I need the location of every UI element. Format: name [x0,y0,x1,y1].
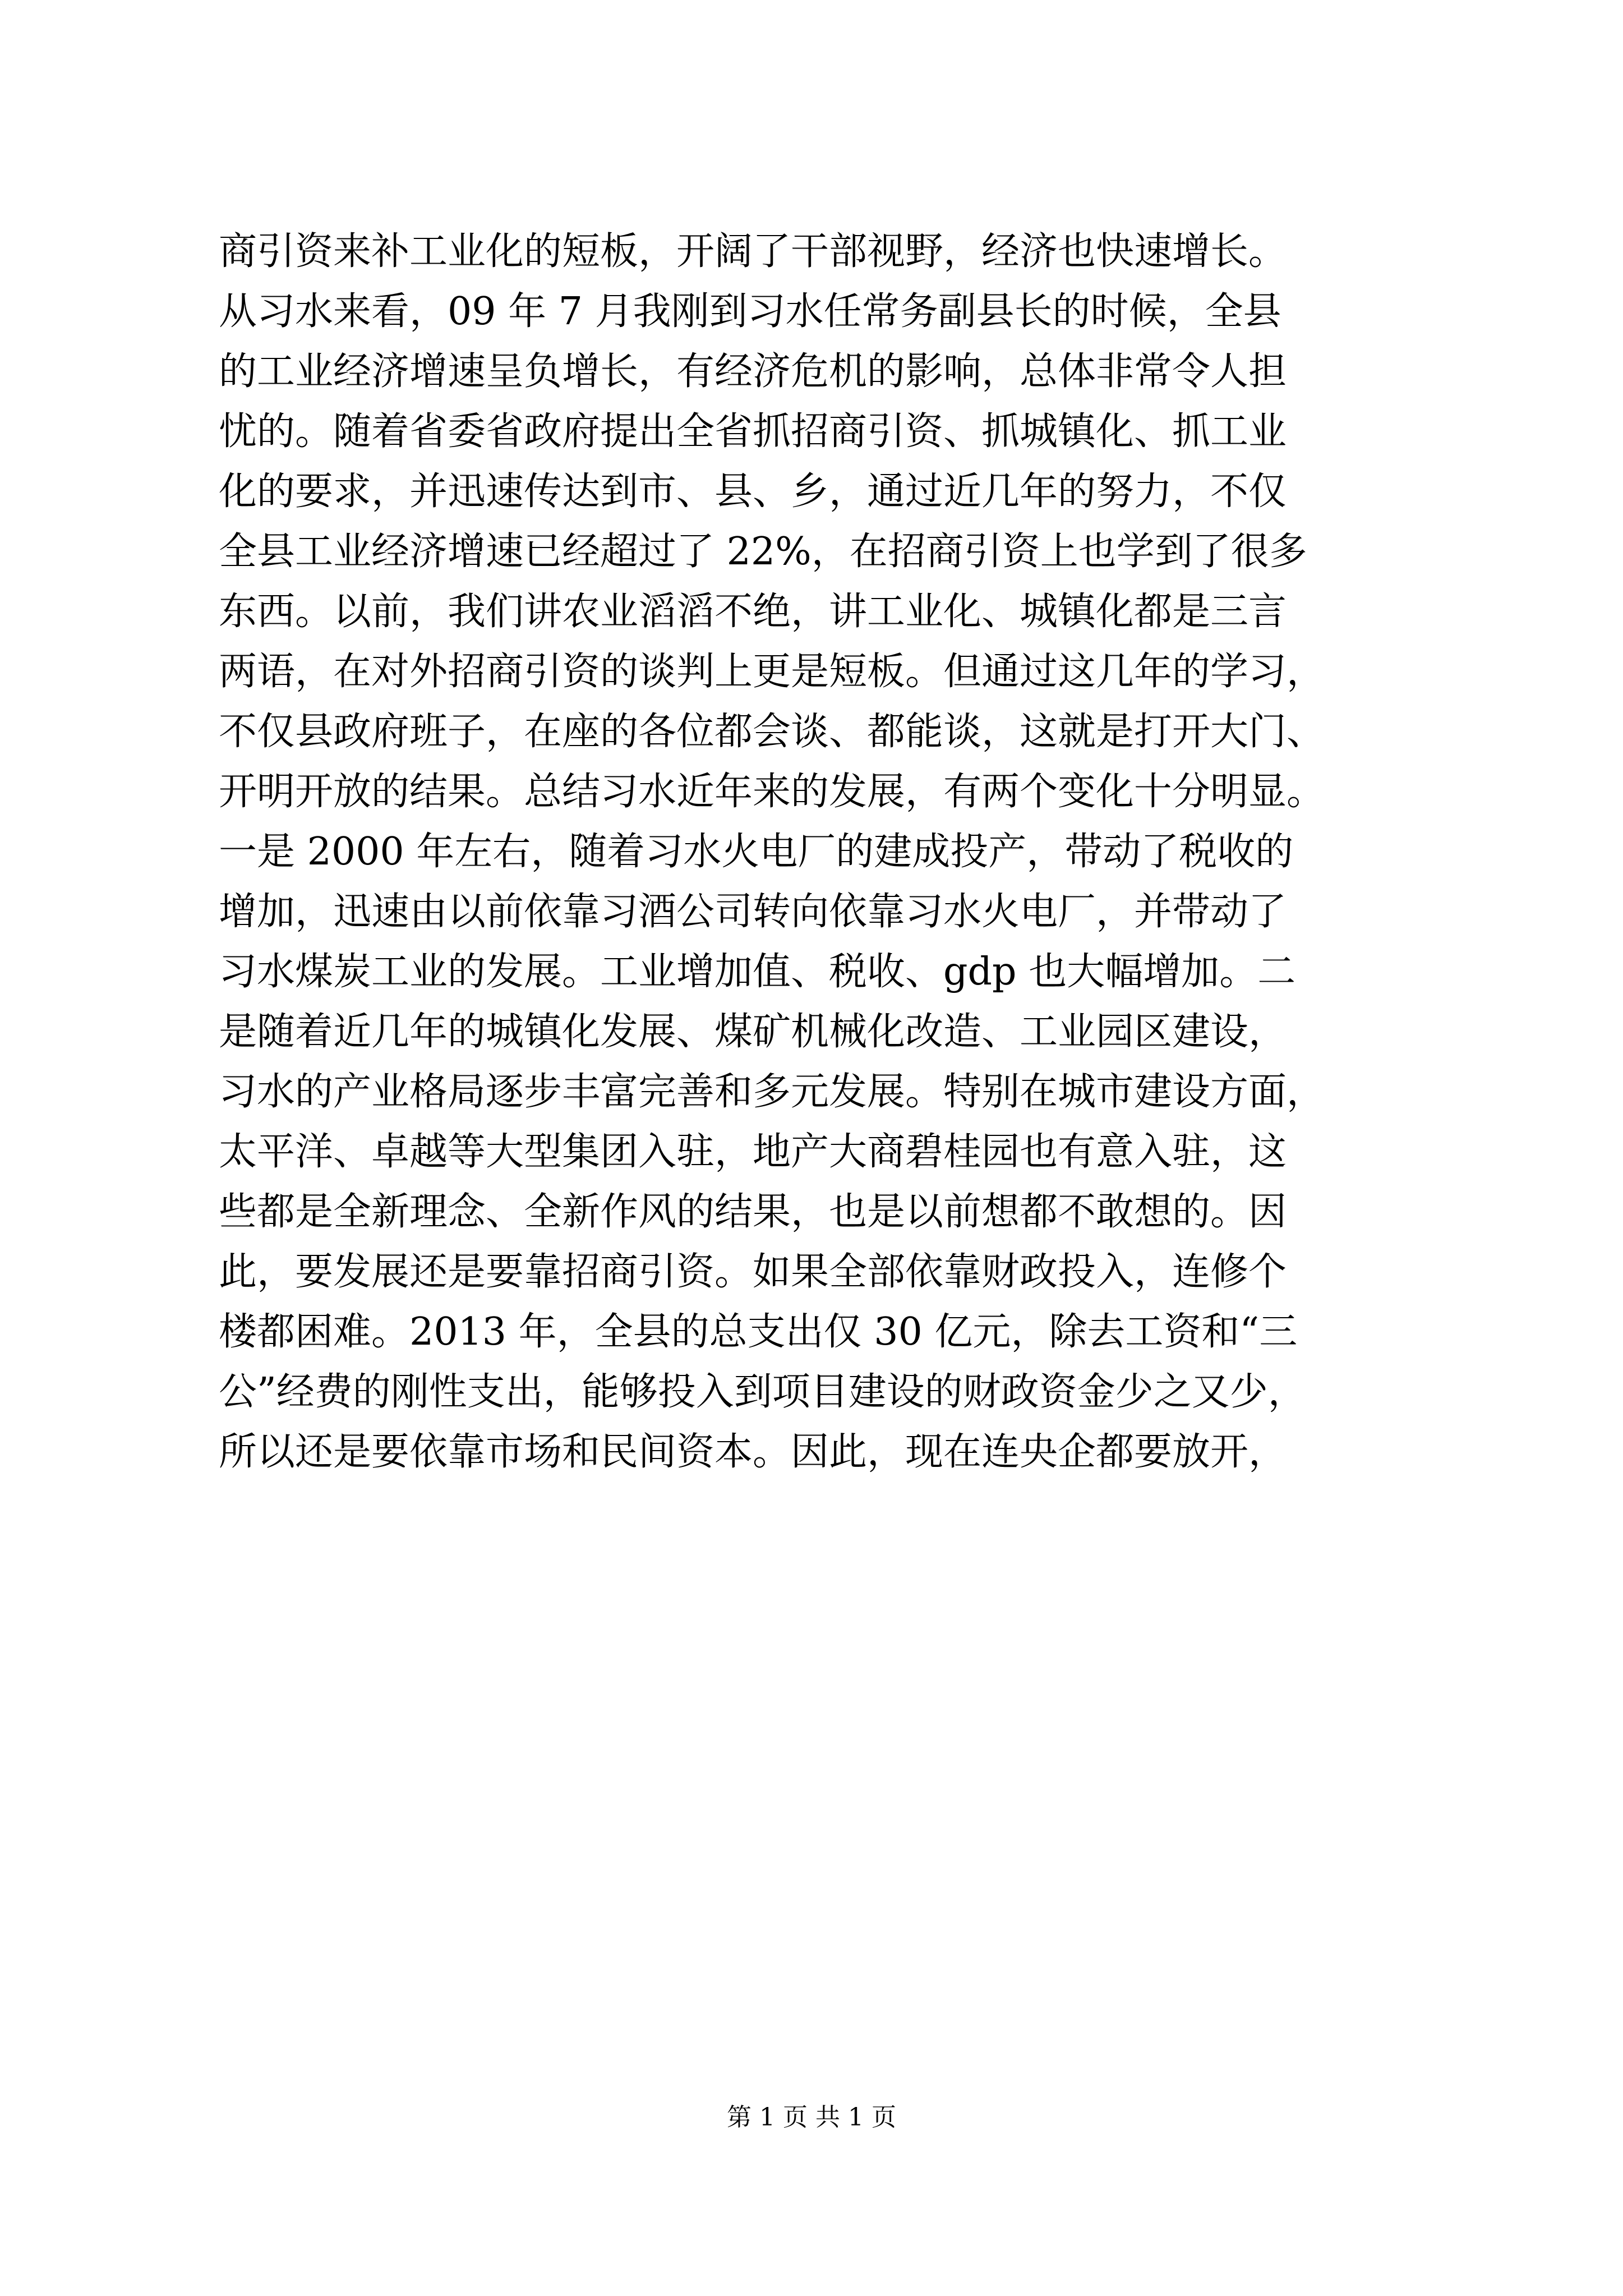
text-line: 的工业经济增速呈负增长，有经济危机的影响，总体非常令人担 [219,349,1287,394]
text-line: 是随着近几年的城镇化发展、煤矿机械化改造、工业园区建设， [219,1010,1287,1054]
text-line: 忧的。随着省委省政府提出全省抓招商引资、抓城镇化、抓工业 [219,409,1287,454]
text-line: 太平洋、卓越等大型集团入驻，地产大商碧桂园也有意入驻，这 [219,1130,1287,1174]
text-line: 东西。以前，我们讲农业滔滔不绝，讲工业化、城镇化都是三言 [219,590,1287,634]
body-text [219,222,1453,1482]
text-line: 不仅县政府班子，在座的各位都会谈、都能谈，这就是打开大门、 [219,710,1325,754]
text-line: 公”经费的刚性支出，能够投入到项目建设的财政资金少之又少， [219,1370,1306,1414]
text-line: 楼都困难。2013 年，全县的总支出仅 30 亿元，除去工资和“三 [219,1310,1298,1354]
text-line: 开明开放的结果。总结习水近年来的发展，有两个变化十分明显。 [219,770,1325,814]
text-line: 商引资来补工业化的短板，开阔了干部视野，经济也快速增长。 [219,229,1287,274]
text-line: 些都是全新理念、全新作风的结果，也是以前想都不敢想的。因 [219,1190,1287,1234]
text-line: 化的要求，并迅速传达到市、县、乡，通过近几年的努力，不仅 [219,470,1287,514]
text-line: 从习水来看，09 年 7 月我刚到习水任常务副县长的时候，全县 [219,289,1281,334]
text-line: 一是 2000 年左右，随着习水火电厂的建成投产，带动了税收的 [219,830,1294,874]
text-line: 增加，迅速由以前依靠习酒公司转向依靠习水火电厂，并带动了 [219,890,1287,934]
text-line: 全县工业经济增速已经超过了 22%，在招商引资上也学到了很多 [219,530,1307,574]
text-line: 此，要发展还是要靠招商引资。如果全部依靠财政投入，连修个 [219,1250,1287,1294]
text-line: 所以还是要依靠市场和民间资本。因此，现在连央企都要放开， [219,1430,1287,1474]
page-footer: 第 1 页 共 1 页 [727,2103,896,2132]
text-line: 习水煤炭工业的发展。工业增加值、税收、gdp 也大幅增加。二 [219,950,1296,994]
text-line: 习水的产业格局逐步丰富完善和多元发展。特别在城市建设方面， [219,1070,1325,1114]
text-line: 两语，在对外招商引资的谈判上更是短板。但通过这几年的学习， [219,650,1325,694]
